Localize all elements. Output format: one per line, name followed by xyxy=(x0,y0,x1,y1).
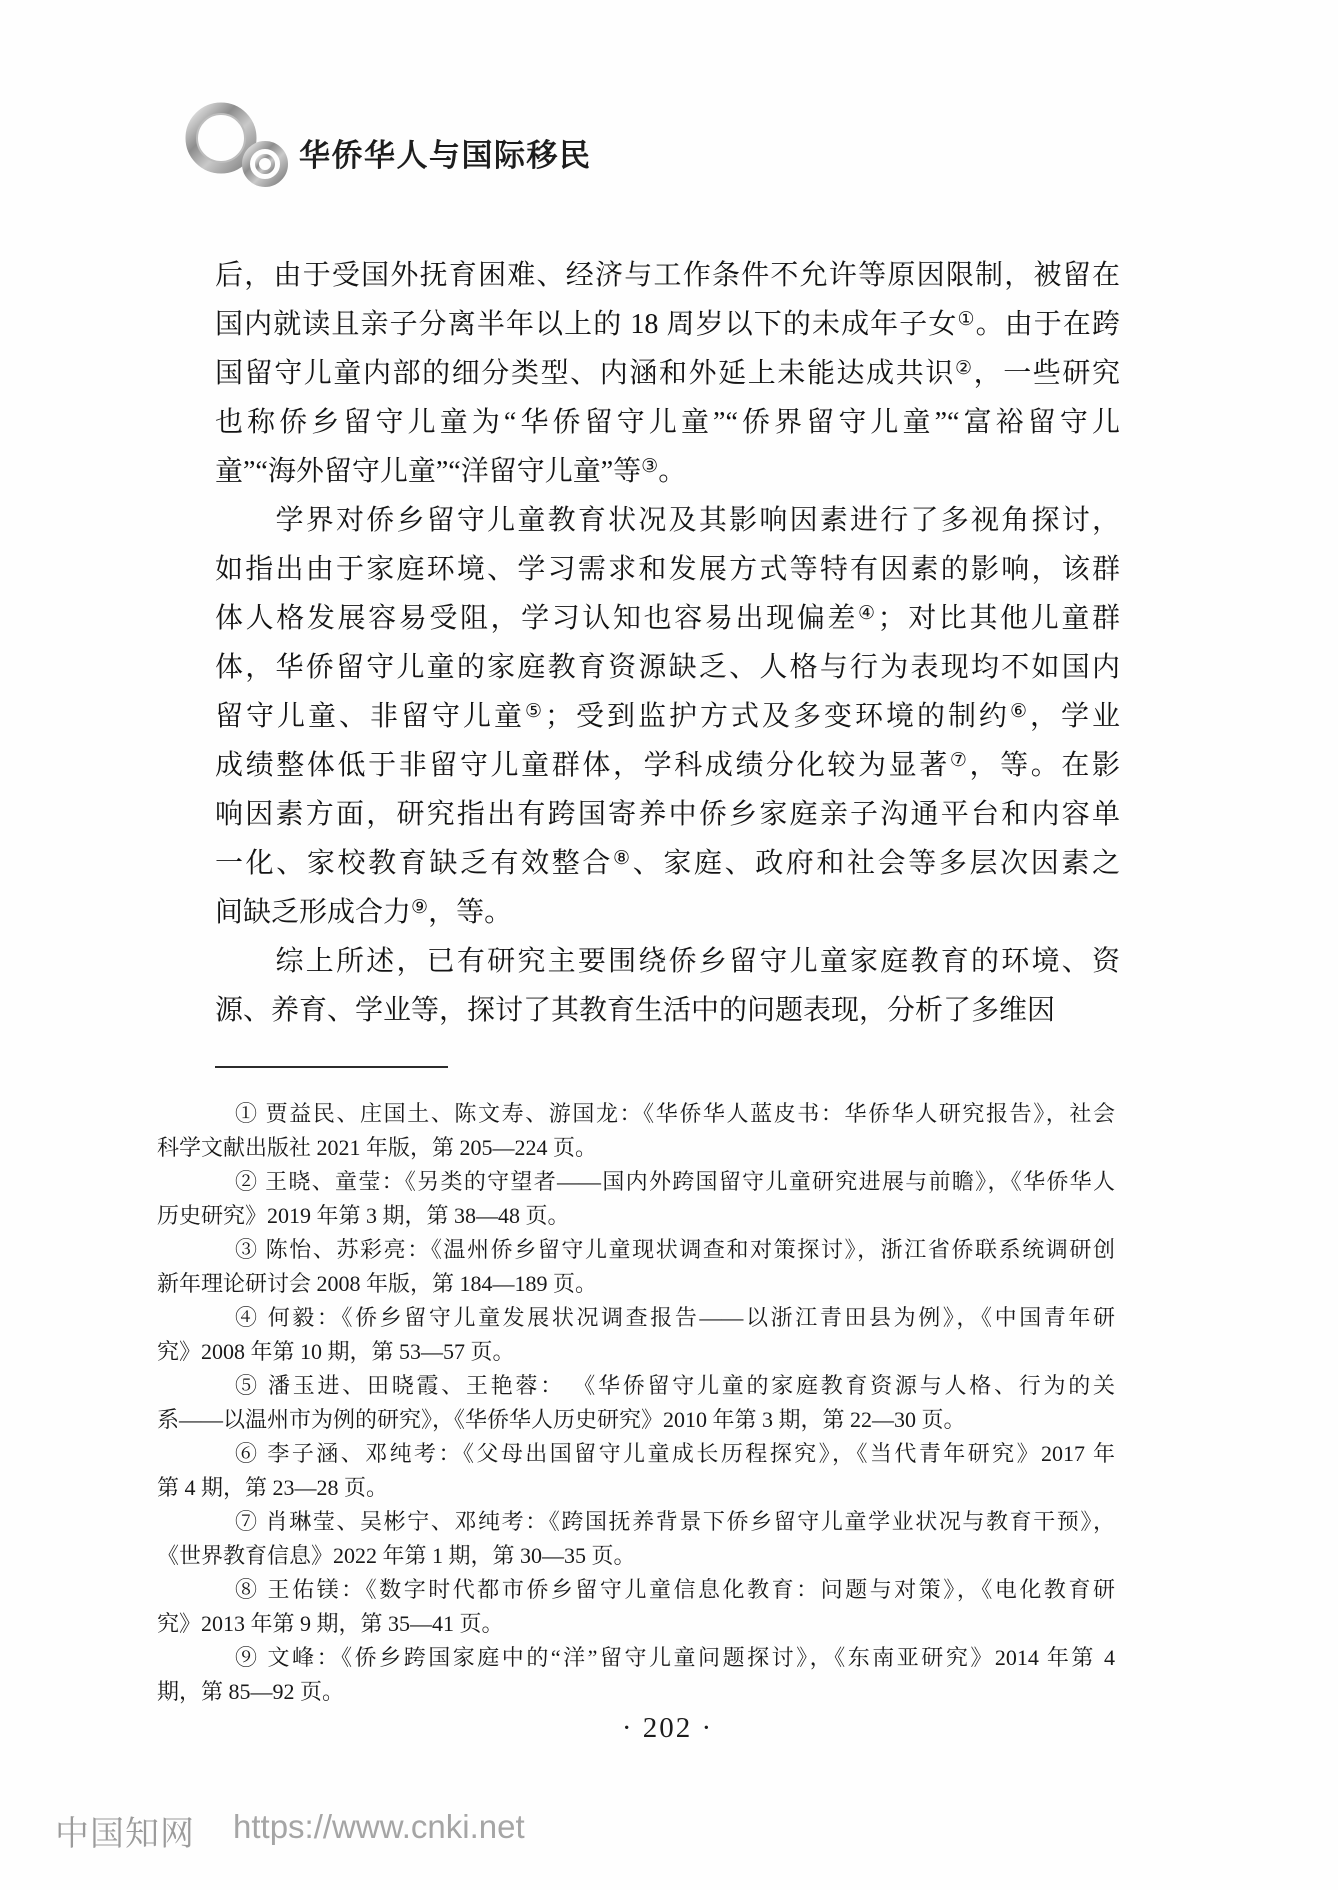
page-number: · 202 · xyxy=(621,1712,714,1744)
cnki-watermark-url: https://www.cnki.net xyxy=(233,1808,525,1845)
footnote-line: 期，第 85—92 页。 xyxy=(157,1679,345,1704)
body-line: 留守儿童、非留守儿童⑤；受到监护方式及多变环境的制约⑥，学业 xyxy=(215,701,1120,732)
body-line: 也称侨乡留守儿童为“华侨留守儿童”“侨界留守儿童”“富裕留守儿 xyxy=(215,407,1120,438)
footnote-ref-marker: ⑥ xyxy=(1009,701,1030,722)
body-line: 童”“海外留守儿童”“洋留守儿童”等③。 xyxy=(215,456,687,487)
footnote-ref-marker: ⑤ xyxy=(524,701,546,722)
footnote-ref-marker: ⑦ xyxy=(949,750,970,771)
footnote-line: ⑨ 文峰：《侨乡跨国家庭中的“洋”留守儿童问题探讨》，《东南亚研究》2014 年第 4 xyxy=(235,1645,1115,1670)
body-line: 综上所述，已有研究主要围绕侨乡留守儿童家庭教育的环境、资 xyxy=(215,946,1120,977)
body-line: 体，华侨留守儿童的家庭教育资源缺乏、人格与行为表现均不如国内 xyxy=(215,652,1120,683)
footnote-line: ⑥ 李子涵、邓纯考：《父母出国留守儿童成长历程探究》，《当代青年研究》2017 年 xyxy=(235,1441,1115,1466)
footnote-line: 究》2013 年第 9 期，第 35—41 页。 xyxy=(157,1611,504,1636)
body-line: 响因素方面，研究指出有跨国寄养中侨乡家庭亲子沟通平台和内容单 xyxy=(215,799,1120,830)
footnote-line: 究》2008 年第 10 期，第 53—57 页。 xyxy=(157,1339,515,1364)
footnote-line: ② 王晓、童莹：《另类的守望者——国内外跨国留守儿童研究进展与前瞻》，《华侨华人 xyxy=(235,1169,1115,1194)
footnote-separator xyxy=(215,1066,448,1068)
body-line: 国留守儿童内部的细分类型、内涵和外延上未能达成共识②，一些研究 xyxy=(215,358,1120,389)
footnote-ref-marker: ⑨ xyxy=(411,897,429,918)
footnote-line: 历史研究》2019 年第 3 期，第 38—48 页。 xyxy=(157,1203,570,1228)
body-text xyxy=(215,251,1120,1035)
footnote-ref-marker: ④ xyxy=(857,603,878,624)
footnote-line: ⑤ 潘玉进、田晓霞、王艳蓉： 《华侨留守儿童的家庭教育资源与人格、行为的关 xyxy=(235,1373,1115,1398)
body-line: 国内就读且亲子分离半年以上的 18 周岁以下的未成年子女①。由于在跨 xyxy=(215,309,1120,340)
footnote-ref-marker: ② xyxy=(954,358,974,379)
footnote-line: 第 4 期，第 23—28 页。 xyxy=(157,1475,389,1500)
footnote-line: ⑦ 肖琳莹、吴彬宁、邓纯考：《跨国抚养背景下侨乡留守儿童学业状况与教育干预》， xyxy=(235,1509,1115,1534)
footnote-line: ⑧ 王佑镁：《数字时代都市侨乡留守儿童信息化教育：问题与对策》，《电化教育研 xyxy=(235,1577,1115,1602)
body-line: 如指出由于家庭环境、学习需求和发展方式等特有因素的影响，该群 xyxy=(215,554,1120,585)
footnote-ref-marker: ③ xyxy=(641,456,659,477)
body-line: 一化、家校教育缺乏有效整合⑧、家庭、政府和社会等多层次因素之 xyxy=(215,848,1120,879)
body-line: 后，由于受国外抚育困难、经济与工作条件不允许等原因限制，被留在 xyxy=(215,260,1120,291)
body-line: 间缺乏形成合力⑨，等。 xyxy=(215,897,513,928)
footnote-line: 科学文献出版社 2021 年版，第 205—224 页。 xyxy=(157,1135,598,1160)
footnote-line: 系——以温州市为例的研究》，《华侨华人历史研究》2010 年第 3 期，第 22—30 页。 xyxy=(157,1407,966,1432)
footnote-ref-marker: ⑧ xyxy=(613,848,633,869)
footnote-line: 《世界教育信息》2022 年第 1 期，第 30—35 页。 xyxy=(157,1543,636,1568)
footnote-line: ④ 何毅：《侨乡留守儿童发展状况调查报告——以浙江青田县为例》，《中国青年研 xyxy=(235,1305,1115,1330)
journal-logo-icon xyxy=(184,98,296,199)
footnote-ref-marker: ① xyxy=(957,309,976,330)
body-line: 源、养育、学业等，探讨了其教育生活中的问题表现，分析了多维因 xyxy=(215,995,1056,1026)
cnki-watermark-name: 中国知网 xyxy=(55,1815,195,1853)
footnotes xyxy=(157,1097,1115,1709)
body-line: 成绩整体低于非留守儿童群体，学科成绩分化较为显著⑦，等。在影 xyxy=(215,750,1120,781)
footnote-line: ③ 陈怡、苏彩亮：《温州侨乡留守儿童现状调查和对策探讨》，浙江省侨联系统调研创 xyxy=(235,1237,1115,1262)
body-line: 体人格发展容易受阻，学习认知也容易出现偏差④；对比其他儿童群 xyxy=(215,603,1120,634)
footnote-line: ① 贾益民、庄国土、陈文寿、游国龙：《华侨华人蓝皮书：华侨华人研究报告》，社会 xyxy=(235,1101,1115,1126)
footnote-line: 新年理论研讨会 2008 年版，第 184—189 页。 xyxy=(157,1271,598,1296)
body-line: 学界对侨乡留守儿童教育状况及其影响因素进行了多视角探讨， xyxy=(215,505,1120,536)
journal-header-title: 华侨华人与国际移民 xyxy=(299,138,592,173)
